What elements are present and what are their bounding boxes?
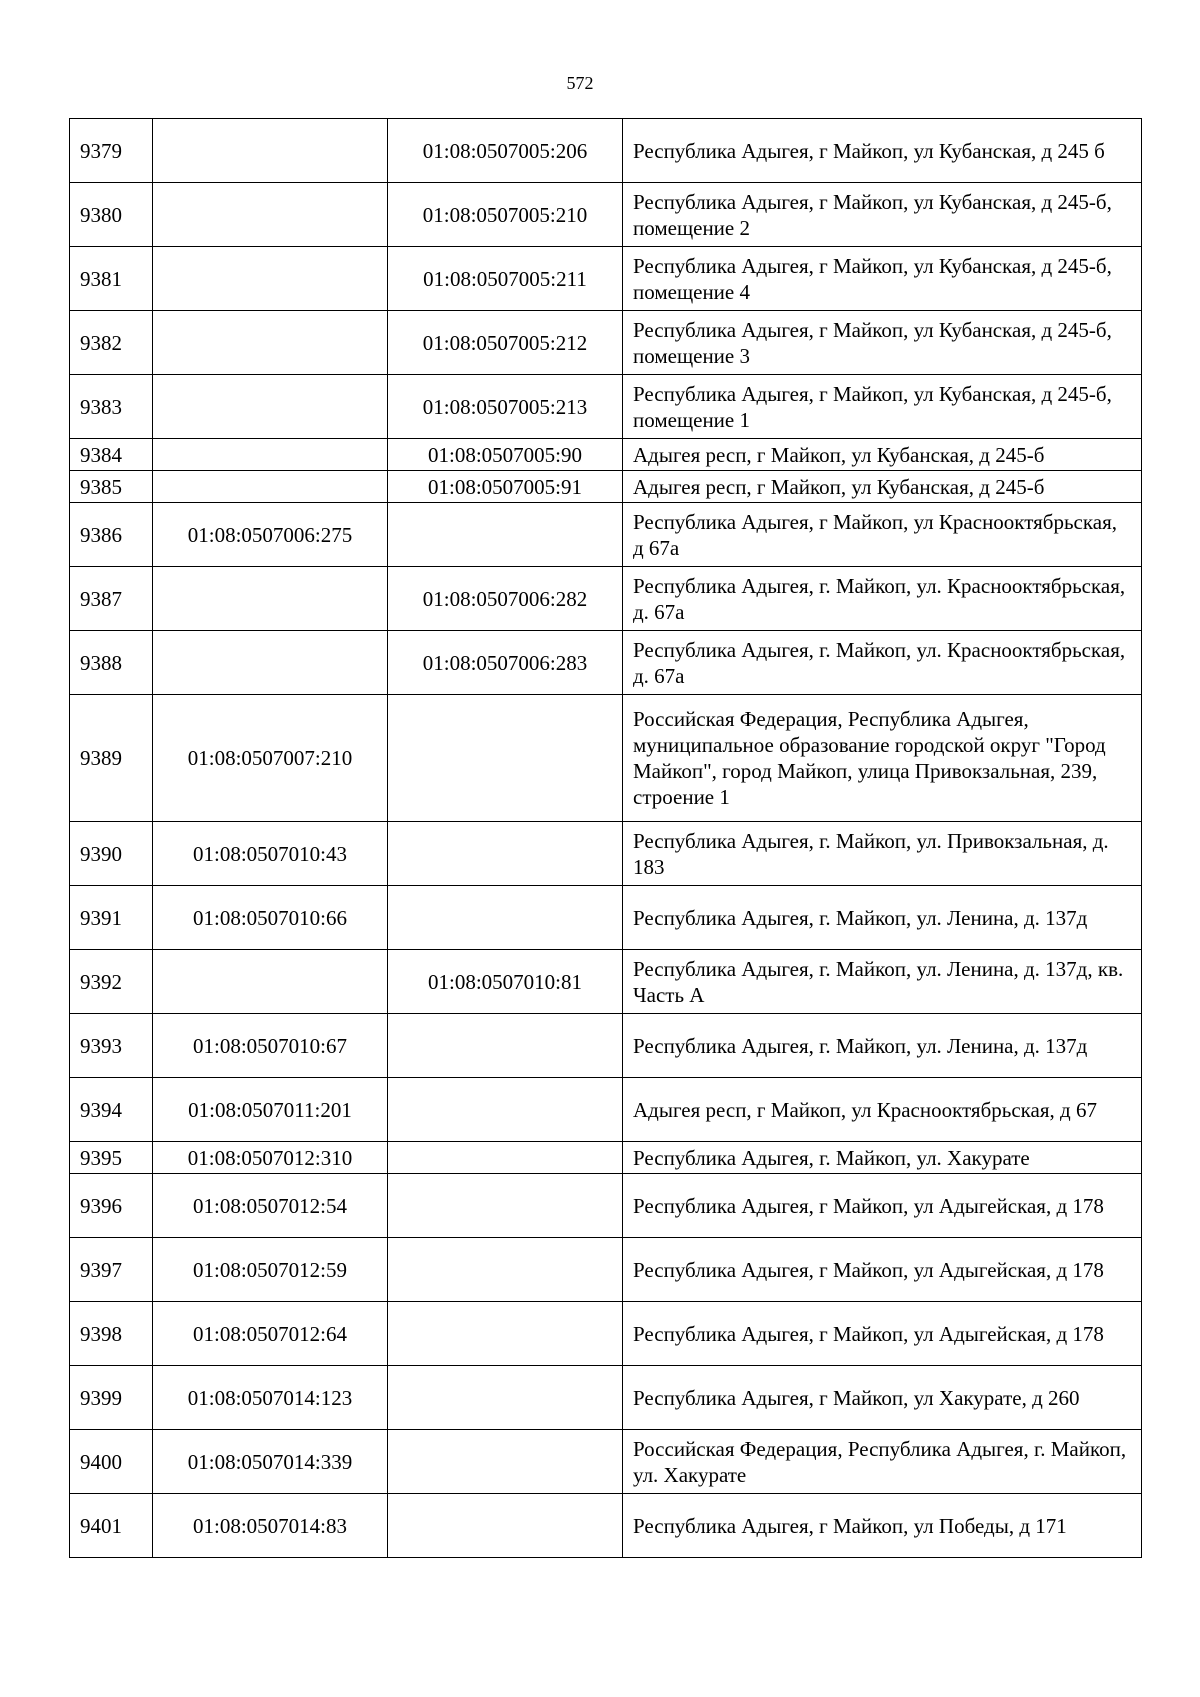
row-number-cell: 9387 (70, 567, 153, 631)
object-cadastral-number-cell (388, 503, 623, 567)
table-row (70, 439, 1142, 471)
address-cell: Адыгея респ, г Майкоп, ул Краснооктябрьская, д 67 (623, 1078, 1142, 1142)
table-row (70, 503, 1142, 567)
parcel-cadastral-number-cell: 01:08:0507012:54 (153, 1174, 388, 1238)
parcel-cadastral-number-cell (153, 439, 388, 471)
table-row (70, 1078, 1142, 1142)
parcel-cadastral-number-cell (153, 471, 388, 503)
address-cell: Республика Адыгея, г. Майкоп, ул. Хакурате (623, 1142, 1142, 1174)
object-cadastral-number-cell: 01:08:0507005:211 (388, 247, 623, 311)
object-cadastral-number-cell: 01:08:0507005:91 (388, 471, 623, 503)
parcel-cadastral-number-cell: 01:08:0507014:83 (153, 1494, 388, 1558)
parcel-cadastral-number-cell: 01:08:0507012:59 (153, 1238, 388, 1302)
table-row (70, 695, 1142, 822)
row-number-cell: 9383 (70, 375, 153, 439)
table-row (70, 119, 1142, 183)
address-cell: Республика Адыгея, г. Майкоп, ул. Ленина, д. 137д (623, 1014, 1142, 1078)
registry-table-body (70, 119, 1142, 1558)
row-number-cell: 9386 (70, 503, 153, 567)
address-cell: Республика Адыгея, г Майкоп, ул Адыгейская, д 178 (623, 1238, 1142, 1302)
row-number-cell: 9397 (70, 1238, 153, 1302)
page-number: 572 (566, 73, 594, 93)
row-number-cell: 9394 (70, 1078, 153, 1142)
address-cell: Республика Адыгея, г Майкоп, ул Кубанская, д 245 б (623, 119, 1142, 183)
object-cadastral-number-cell (388, 695, 623, 822)
object-cadastral-number-cell (388, 1430, 623, 1494)
table-row (70, 1430, 1142, 1494)
row-number-cell: 9393 (70, 1014, 153, 1078)
parcel-cadastral-number-cell (153, 950, 388, 1014)
parcel-cadastral-number-cell: 01:08:0507010:66 (153, 886, 388, 950)
address-cell: Республика Адыгея, г. Майкоп, ул. Краснооктябрьская, д. 67а (623, 631, 1142, 695)
table-row (70, 311, 1142, 375)
row-number-cell: 9381 (70, 247, 153, 311)
object-cadastral-number-cell (388, 1174, 623, 1238)
table-row (70, 247, 1142, 311)
object-cadastral-number-cell (388, 1014, 623, 1078)
parcel-cadastral-number-cell (153, 631, 388, 695)
object-cadastral-number-cell (388, 886, 623, 950)
row-number-cell: 9379 (70, 119, 153, 183)
table-row (70, 822, 1142, 886)
address-cell: Республика Адыгея, г Майкоп, ул Краснооктябрьская, д 67а (623, 503, 1142, 567)
row-number-cell: 9400 (70, 1430, 153, 1494)
address-cell: Республика Адыгея, г Майкоп, ул Кубанская, д 245-б, помещение 4 (623, 247, 1142, 311)
address-cell: Республика Адыгея, г Майкоп, ул Адыгейская, д 178 (623, 1174, 1142, 1238)
parcel-cadastral-number-cell: 01:08:0507012:64 (153, 1302, 388, 1366)
parcel-cadastral-number-cell (153, 567, 388, 631)
object-cadastral-number-cell (388, 1142, 623, 1174)
table-row (70, 1142, 1142, 1174)
row-number-cell: 9382 (70, 311, 153, 375)
parcel-cadastral-number-cell (153, 183, 388, 247)
table-row (70, 471, 1142, 503)
table-row (70, 631, 1142, 695)
parcel-cadastral-number-cell: 01:08:0507014:339 (153, 1430, 388, 1494)
parcel-cadastral-number-cell: 01:08:0507010:43 (153, 822, 388, 886)
object-cadastral-number-cell: 01:08:0507005:212 (388, 311, 623, 375)
object-cadastral-number-cell (388, 1366, 623, 1430)
address-cell: Республика Адыгея, г Майкоп, ул Кубанская, д 245-б, помещение 2 (623, 183, 1142, 247)
row-number-cell: 9395 (70, 1142, 153, 1174)
parcel-cadastral-number-cell: 01:08:0507014:123 (153, 1366, 388, 1430)
address-cell: Республика Адыгея, г Майкоп, ул Кубанская, д 245-б, помещение 3 (623, 311, 1142, 375)
parcel-cadastral-number-cell: 01:08:0507010:67 (153, 1014, 388, 1078)
registry-table (69, 118, 1142, 1558)
object-cadastral-number-cell: 01:08:0507006:282 (388, 567, 623, 631)
parcel-cadastral-number-cell (153, 247, 388, 311)
row-number-cell: 9401 (70, 1494, 153, 1558)
object-cadastral-number-cell: 01:08:0507005:90 (388, 439, 623, 471)
table-row (70, 375, 1142, 439)
address-cell: Республика Адыгея, г Майкоп, ул Адыгейская, д 178 (623, 1302, 1142, 1366)
row-number-cell: 9389 (70, 695, 153, 822)
object-cadastral-number-cell: 01:08:0507010:81 (388, 950, 623, 1014)
table-row (70, 950, 1142, 1014)
address-cell: Российская Федерация, Республика Адыгея, г. Майкоп, ул. Хакурате (623, 1430, 1142, 1494)
object-cadastral-number-cell (388, 822, 623, 886)
address-cell: Республика Адыгея, г Майкоп, ул Кубанская, д 245-б, помещение 1 (623, 375, 1142, 439)
object-cadastral-number-cell: 01:08:0507006:283 (388, 631, 623, 695)
parcel-cadastral-number-cell: 01:08:0507012:310 (153, 1142, 388, 1174)
object-cadastral-number-cell (388, 1494, 623, 1558)
row-number-cell: 9396 (70, 1174, 153, 1238)
row-number-cell: 9392 (70, 950, 153, 1014)
object-cadastral-number-cell (388, 1238, 623, 1302)
address-cell: Республика Адыгея, г Майкоп, ул Победы, д 171 (623, 1494, 1142, 1558)
table-row (70, 1014, 1142, 1078)
row-number-cell: 9398 (70, 1302, 153, 1366)
parcel-cadastral-number-cell (153, 375, 388, 439)
table-row (70, 183, 1142, 247)
address-cell: Российская Федерация, Республика Адыгея, муниципальное образование городской округ "Город Майкоп", город Майкоп, улица Привокзальная, 239, строение 1 (623, 695, 1142, 822)
table-row (70, 1238, 1142, 1302)
address-cell: Республика Адыгея, г. Майкоп, ул. Привокзальная, д. 183 (623, 822, 1142, 886)
parcel-cadastral-number-cell (153, 119, 388, 183)
parcel-cadastral-number-cell (153, 311, 388, 375)
address-cell: Республика Адыгея, г Майкоп, ул Хакурате, д 260 (623, 1366, 1142, 1430)
table-row (70, 1366, 1142, 1430)
table-row (70, 886, 1142, 950)
row-number-cell: 9384 (70, 439, 153, 471)
table-row (70, 1302, 1142, 1366)
object-cadastral-number-cell: 01:08:0507005:213 (388, 375, 623, 439)
object-cadastral-number-cell (388, 1078, 623, 1142)
address-cell: Республика Адыгея, г. Майкоп, ул. Ленина, д. 137д, кв. Часть А (623, 950, 1142, 1014)
parcel-cadastral-number-cell: 01:08:0507006:275 (153, 503, 388, 567)
address-cell: Адыгея респ, г Майкоп, ул Кубанская, д 245-б (623, 471, 1142, 503)
row-number-cell: 9388 (70, 631, 153, 695)
address-cell: Республика Адыгея, г. Майкоп, ул. Краснооктябрьская, д. 67а (623, 567, 1142, 631)
object-cadastral-number-cell: 01:08:0507005:210 (388, 183, 623, 247)
row-number-cell: 9399 (70, 1366, 153, 1430)
parcel-cadastral-number-cell: 01:08:0507007:210 (153, 695, 388, 822)
address-cell: Адыгея респ, г Майкоп, ул Кубанская, д 245-б (623, 439, 1142, 471)
table-row (70, 1174, 1142, 1238)
table-row (70, 567, 1142, 631)
row-number-cell: 9385 (70, 471, 153, 503)
table-row (70, 1494, 1142, 1558)
address-cell: Республика Адыгея, г. Майкоп, ул. Ленина, д. 137д (623, 886, 1142, 950)
object-cadastral-number-cell: 01:08:0507005:206 (388, 119, 623, 183)
row-number-cell: 9380 (70, 183, 153, 247)
row-number-cell: 9391 (70, 886, 153, 950)
parcel-cadastral-number-cell: 01:08:0507011:201 (153, 1078, 388, 1142)
row-number-cell: 9390 (70, 822, 153, 886)
object-cadastral-number-cell (388, 1302, 623, 1366)
